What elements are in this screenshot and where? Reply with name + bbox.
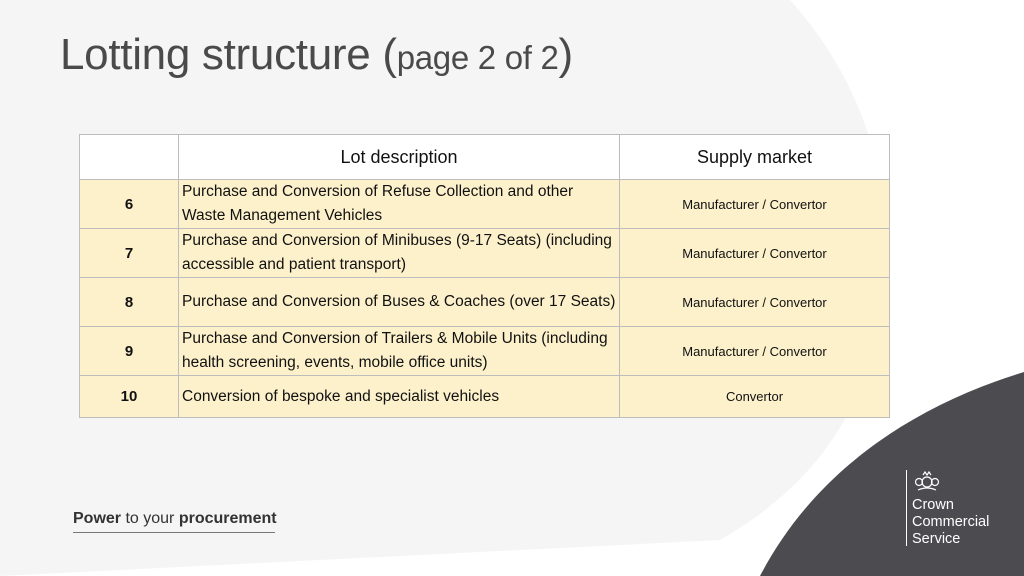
table-row: [80, 180, 890, 229]
tagline-underline: [73, 532, 275, 533]
lot-description: Conversion of bespoke and specialist vehicles: [179, 376, 620, 418]
header-lot-number: [80, 135, 179, 180]
logo-divider: [906, 470, 907, 546]
table-row: [80, 278, 890, 327]
supply-market: Manufacturer / Convertor: [620, 180, 890, 229]
lot-description: Purchase and Conversion of Trailers & Mobile Units (including health screening, events, mobile office units): [179, 327, 620, 376]
supply-market: Convertor: [620, 376, 890, 418]
lot-number: 7: [80, 229, 179, 278]
lot-description: Purchase and Conversion of Minibuses (9-17 Seats) (including accessible and patient transport): [179, 229, 620, 278]
table-row: [80, 327, 890, 376]
page-title: Lotting structure (page 2 of 2): [60, 30, 573, 79]
table-row: [80, 229, 890, 278]
lot-description: Purchase and Conversion of Buses & Coaches (over 17 Seats): [179, 278, 620, 327]
logo-text: Crown Commercial Service: [912, 497, 990, 547]
supply-market: Manufacturer / Convertor: [620, 229, 890, 278]
lot-description: Purchase and Conversion of Refuse Collection and other Waste Management Vehicles: [179, 180, 620, 229]
lotting-table: [79, 134, 890, 418]
tagline: Power to your procurement: [73, 510, 277, 527]
supply-market: Manufacturer / Convertor: [620, 327, 890, 376]
crown-commercial-service-logo: [906, 470, 1006, 546]
header-supply-market: Supply market: [620, 135, 890, 180]
header-lot-description: Lot description: [179, 135, 620, 180]
lot-number: 10: [80, 376, 179, 418]
table-header-row: [80, 135, 890, 180]
table-row: [80, 376, 890, 418]
lot-number: 6: [80, 180, 179, 229]
crown-crest-icon: [914, 470, 940, 492]
supply-market: Manufacturer / Convertor: [620, 278, 890, 327]
lot-number: 8: [80, 278, 179, 327]
lot-number: 9: [80, 327, 179, 376]
